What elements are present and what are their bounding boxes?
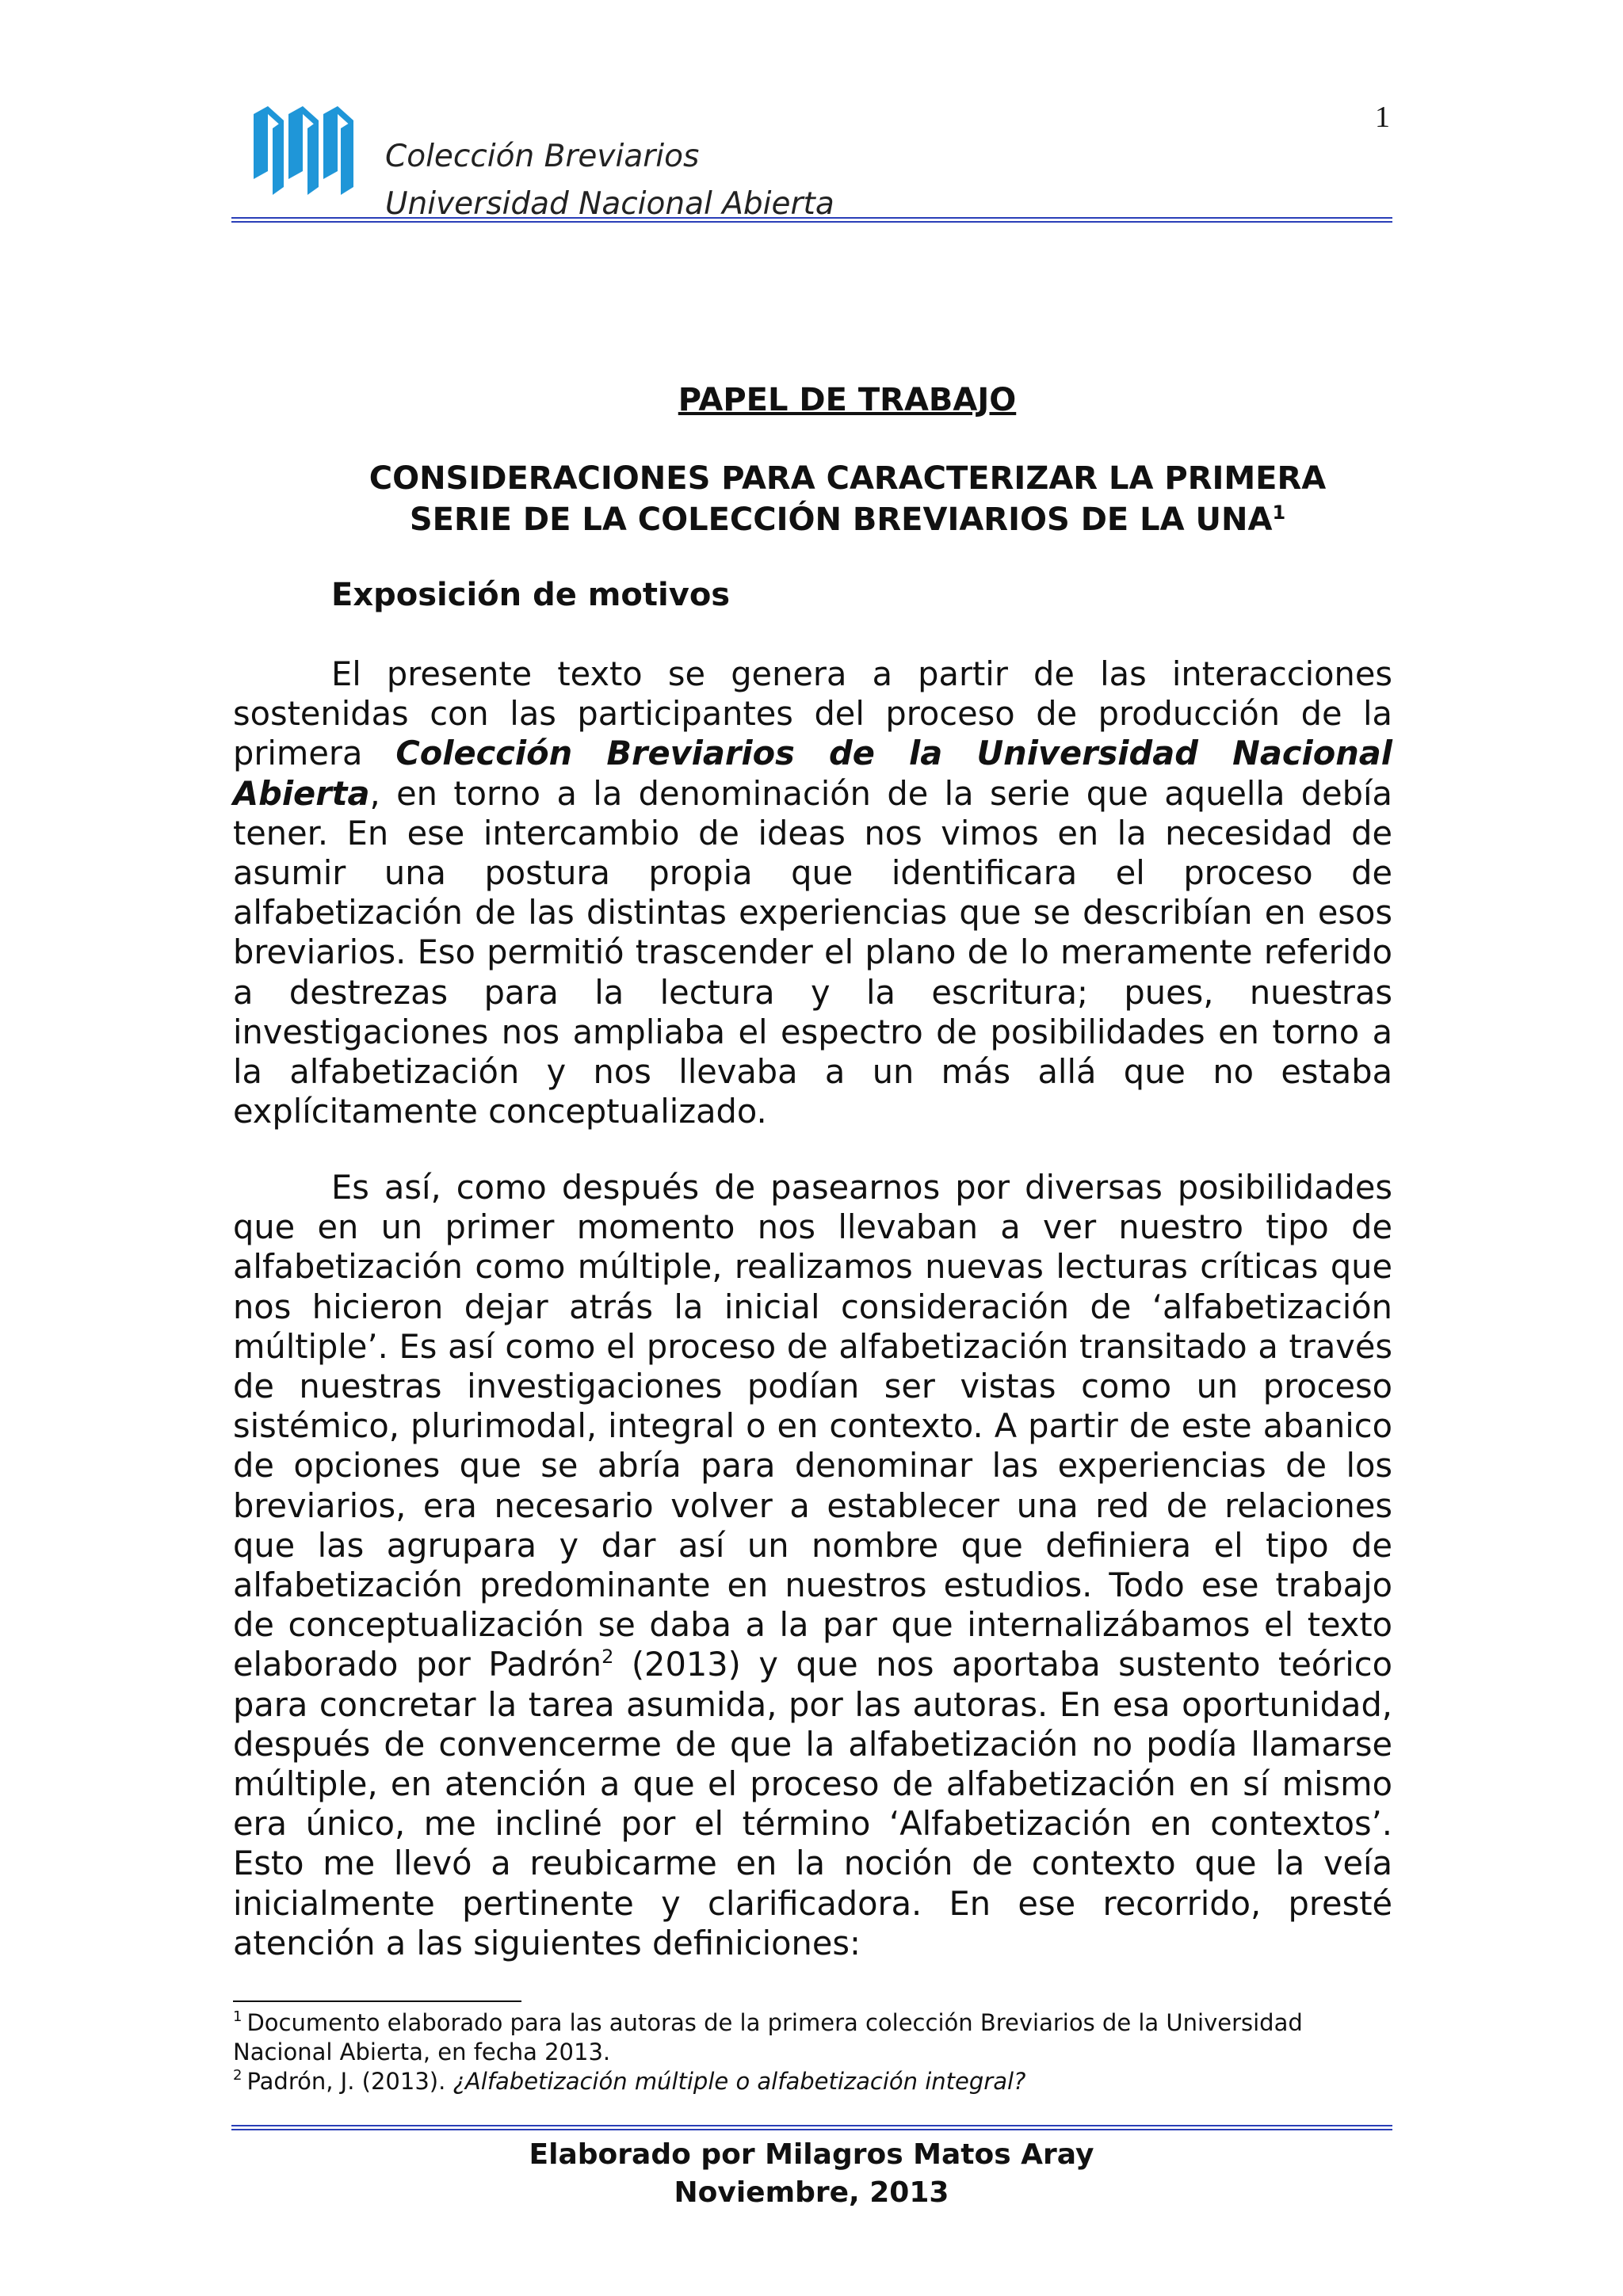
paragraph-1-rest: , en torno a la denominación de la serie que aquella debía tener. En ese intercambio de ideas nos vimos en la necesidad de asumir una postura propia que identificara el proceso de alfabetización de las distintas experiencias que se describían en esos breviarios. Eso permitió trascender el plano de lo meramente referido a destrezas para la lectura y la escritura; pues, nuestras investigaciones nos ampliaba el espectro de posibilidades en torno a la alfabetización y nos llevaba a un más allá que no estaba explícitamente conceptualizado. [233, 773, 1392, 1131]
footnotes [233, 2008, 1392, 2096]
footnote-ref-2[interactable]: 2 [601, 1646, 614, 1669]
paragraph-2-lead: Es así, como después de pasearnos por diversas posibilidades que en un primer momento nos llevaban a ver nuestro tipo de alfabetización como múltiple, realizamos nuevas lecturas críticas que nos hicieron dejar atrás la inicial consideración de ‘alfabetización múltiple’. Es así como el proceso de alfabetización transitado a través de nuestras investigaciones podían ser vistas como un proceso sistémico, plurimodal, integral o en contexto. A partir de este abanico de opciones que se abría para denominar las experiencias de los breviarios, era necesario volver a establecer una red de relaciones que las agrupara y dar así un nombre que definiera el tipo de alfabetización predominante en nuestros estudios. Todo ese trabajo de conceptualización se daba a la par que internalizábamos el texto elaborado por Padrón [233, 1168, 1392, 1684]
footnote-ref-1[interactable]: 1 [1272, 502, 1286, 524]
paragraph-1 [233, 654, 1392, 1131]
document-type: PAPEL DE TRABAJO [678, 382, 1017, 418]
footnote-2-marker: 2 [233, 2067, 242, 2084]
document-title [231, 458, 1392, 540]
page-number: 1 [1375, 101, 1390, 134]
footnote-1 [233, 2008, 1392, 2067]
header-rule [231, 217, 1392, 223]
footer-rule [231, 2125, 1392, 2130]
section-heading: Exposición de motivos [331, 577, 731, 613]
header-line-collection: Colección Breviarios [385, 139, 700, 174]
una-logo [252, 105, 355, 201]
collection-header [385, 133, 834, 228]
footer-date: Noviembre, 2013 [674, 2176, 949, 2209]
title-line-1: CONSIDERACIONES PARA CARACTERIZAR LA PRIMERA [369, 460, 1327, 497]
footnote-separator [233, 2000, 521, 2002]
paragraph-2-rest: (2013) y que nos aportaba sustento teórico para concretar la tarea asumida, por las autoras. En esa oportunidad, después de convencerme de que la alfabetización no podía llamarse múltiple, en atención a que el proceso de alfabetización en sí mismo era único, me incliné por el término ‘Alfabetización en contextos’. Esto me llevó a reubicarme en la noción de contexto que la veía inicialmente pertinente y clarificadora. En ese recorrido, presté atención a las siguientes definiciones: [233, 1645, 1392, 1962]
title-line-2-text: SERIE DE LA COLECCIÓN BREVIARIOS DE LA UNA [409, 502, 1273, 538]
header-line-university: Universidad Nacional Abierta [385, 186, 834, 222]
paragraph-1-lead: El presente texto se genera a partir de las interacciones sostenidas con las participantes del proceso de producción de la primera [233, 654, 1392, 773]
collection-name-emphasis: Colección Breviarios de la Universidad Nacional Abierta [233, 734, 1393, 813]
footer-author: Elaborado por Milagros Matos Aray [529, 2138, 1094, 2171]
title-line-2 [303, 499, 1392, 540]
footnote-1-text: Documento elaborado para las autoras de la primera colección Breviarios de la Universidad Nacional Abierta, en fecha 2013. [233, 2009, 1303, 2065]
paragraph-2 [233, 1168, 1392, 1963]
footnote-1-marker: 1 [233, 2008, 242, 2025]
footer [0, 2136, 1623, 2212]
footnote-2 [233, 2067, 1392, 2096]
footnote-2-text: Padrón, J. (2013). [246, 2068, 453, 2095]
footnote-2-title: ¿Alfabetización múltiple o alfabetización integral? [453, 2068, 1026, 2095]
